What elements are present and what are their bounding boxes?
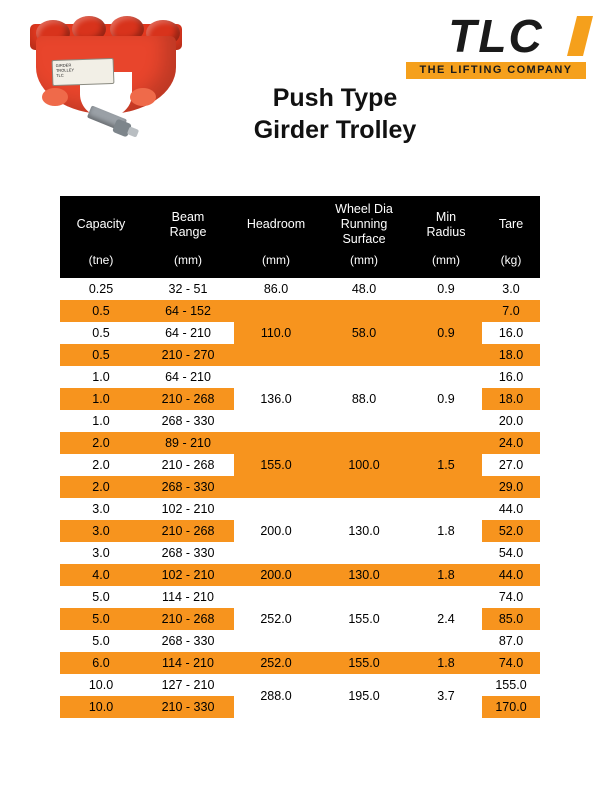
cell-beam-range: 210 - 268 <box>142 608 234 630</box>
cell-min-radius: 1.8 <box>410 498 482 564</box>
table-row <box>60 586 540 608</box>
unit-beam-range: (mm) <box>174 253 202 267</box>
cell-min-radius: 1.8 <box>410 652 482 674</box>
cell-headroom: 155.0 <box>234 432 318 498</box>
cell-beam-range: 268 - 330 <box>142 630 234 652</box>
cell-capacity: 5.0 <box>60 608 142 630</box>
column-header-wheel-dia <box>318 196 410 253</box>
cell-tare: 29.0 <box>482 476 540 498</box>
cell-capacity: 10.0 <box>60 696 142 718</box>
cell-capacity: 4.0 <box>60 564 142 586</box>
cell-min-radius: 3.7 <box>410 674 482 718</box>
cell-min-radius: 2.4 <box>410 586 482 652</box>
cell-capacity: 3.0 <box>60 498 142 520</box>
cell-headroom: 200.0 <box>234 564 318 586</box>
cell-capacity: 2.0 <box>60 476 142 498</box>
cell-min-radius: 1.5 <box>410 432 482 498</box>
cell-capacity: 1.0 <box>60 388 142 410</box>
cell-capacity: 0.5 <box>60 322 142 344</box>
header-label: Running <box>340 217 388 231</box>
cell-headroom: 252.0 <box>234 586 318 652</box>
table-row <box>60 278 540 300</box>
company-logo <box>406 10 586 79</box>
table-units-row <box>60 253 540 278</box>
cell-headroom: 252.0 <box>234 652 318 674</box>
column-header-min-radius <box>410 196 482 253</box>
cell-beam-range: 210 - 268 <box>142 520 234 542</box>
cell-tare: 27.0 <box>482 454 540 476</box>
unit-wheel-dia: (mm) <box>350 253 378 267</box>
cell-beam-range: 210 - 270 <box>142 344 234 366</box>
table-row <box>60 498 540 520</box>
cell-capacity: 2.0 <box>60 432 142 454</box>
cell-beam-range: 210 - 268 <box>142 388 234 410</box>
cell-wheel-dia: 195.0 <box>318 674 410 718</box>
cell-capacity: 3.0 <box>60 520 142 542</box>
trolley-side-boss <box>130 88 156 106</box>
nameplate-line-2: TROLLEY <box>55 67 75 73</box>
cell-headroom: 136.0 <box>234 366 318 432</box>
table-header <box>60 196 540 278</box>
cell-tare: 20.0 <box>482 410 540 432</box>
cell-beam-range: 268 - 330 <box>142 542 234 564</box>
cell-tare: 170.0 <box>482 696 540 718</box>
cell-beam-range: 268 - 330 <box>142 410 234 432</box>
table-header-row <box>60 196 540 253</box>
cell-wheel-dia: 130.0 <box>318 564 410 586</box>
cell-capacity: 1.0 <box>60 366 142 388</box>
cell-beam-range: 210 - 268 <box>142 454 234 476</box>
cell-beam-range: 114 - 210 <box>142 586 234 608</box>
cell-beam-range: 32 - 51 <box>142 278 234 300</box>
cell-tare: 87.0 <box>482 630 540 652</box>
cell-wheel-dia: 58.0 <box>318 300 410 366</box>
table-body <box>60 278 540 718</box>
cell-headroom: 200.0 <box>234 498 318 564</box>
cell-tare: 44.0 <box>482 498 540 520</box>
cell-tare: 85.0 <box>482 608 540 630</box>
cell-min-radius: 0.9 <box>410 278 482 300</box>
nameplate-line-1: GIRDER <box>55 62 72 68</box>
cell-beam-range: 102 - 210 <box>142 564 234 586</box>
cell-min-radius: 0.9 <box>410 366 482 432</box>
cell-tare: 52.0 <box>482 520 540 542</box>
unit-min-radius: (mm) <box>432 253 460 267</box>
cell-beam-range: 127 - 210 <box>142 674 234 696</box>
cell-wheel-dia: 155.0 <box>318 586 410 652</box>
column-header-beam-range <box>142 196 234 253</box>
header-label: Capacity <box>76 217 126 231</box>
header-label: Min <box>435 209 457 224</box>
cell-capacity: 5.0 <box>60 630 142 652</box>
cell-min-radius: 0.9 <box>410 300 482 366</box>
cell-headroom: 86.0 <box>234 278 318 300</box>
logo-tagline: THE LIFTING COMPANY <box>406 62 586 79</box>
cell-tare: 74.0 <box>482 586 540 608</box>
cell-beam-range: 210 - 330 <box>142 696 234 718</box>
column-header-tare <box>482 196 540 253</box>
girder-trolley-illustration <box>18 14 198 164</box>
cell-capacity: 3.0 <box>60 542 142 564</box>
header-label: Radius <box>426 224 466 239</box>
cell-beam-range: 64 - 210 <box>142 322 234 344</box>
trolley-shaft-tip <box>127 126 139 137</box>
cell-capacity: 1.0 <box>60 410 142 432</box>
cell-capacity: 6.0 <box>60 652 142 674</box>
cell-headroom: 110.0 <box>234 300 318 366</box>
trolley-side-boss <box>42 88 68 106</box>
cell-capacity: 2.0 <box>60 454 142 476</box>
cell-wheel-dia: 100.0 <box>318 432 410 498</box>
table-row <box>60 564 540 586</box>
cell-tare: 18.0 <box>482 344 540 366</box>
header-label: Beam <box>171 209 205 224</box>
header-label: Headroom <box>246 217 306 231</box>
cell-tare: 54.0 <box>482 542 540 564</box>
cell-capacity: 10.0 <box>60 674 142 696</box>
cell-tare: 16.0 <box>482 322 540 344</box>
header-label: Tare <box>498 217 524 231</box>
cell-wheel-dia: 130.0 <box>318 498 410 564</box>
header-label: Wheel Dia <box>335 202 393 216</box>
cell-capacity: 0.5 <box>60 344 142 366</box>
page-title-line-2: Girder Trolley <box>253 116 417 144</box>
header-label: Range <box>169 224 207 239</box>
cell-beam-range: 89 - 210 <box>142 432 234 454</box>
page-title <box>205 82 465 146</box>
column-header-capacity <box>60 196 142 253</box>
cell-wheel-dia: 88.0 <box>318 366 410 432</box>
column-header-headroom <box>234 196 318 253</box>
cell-tare: 24.0 <box>482 432 540 454</box>
table-row <box>60 652 540 674</box>
trolley-nameplate <box>52 58 115 86</box>
cell-tare: 155.0 <box>482 674 540 696</box>
table-row <box>60 366 540 388</box>
page-title-line-1: Push Type <box>272 84 398 112</box>
cell-wheel-dia: 155.0 <box>318 652 410 674</box>
cell-tare: 18.0 <box>482 388 540 410</box>
cell-capacity: 0.5 <box>60 300 142 322</box>
cell-tare: 3.0 <box>482 278 540 300</box>
cell-headroom: 288.0 <box>234 674 318 718</box>
cell-tare: 7.0 <box>482 300 540 322</box>
cell-capacity: 5.0 <box>60 586 142 608</box>
cell-wheel-dia: 48.0 <box>318 278 410 300</box>
cell-capacity: 0.25 <box>60 278 142 300</box>
page-header <box>0 0 600 180</box>
cell-tare: 16.0 <box>482 366 540 388</box>
nameplate-line-3: TLC <box>56 72 64 78</box>
cell-beam-range: 64 - 152 <box>142 300 234 322</box>
cell-min-radius: 1.8 <box>410 564 482 586</box>
logo-text: TLC <box>448 10 544 62</box>
product-photo <box>8 8 198 168</box>
cell-beam-range: 268 - 330 <box>142 476 234 498</box>
unit-capacity: (tne) <box>88 253 114 267</box>
cell-tare: 74.0 <box>482 652 540 674</box>
cell-beam-range: 102 - 210 <box>142 498 234 520</box>
unit-headroom: (mm) <box>262 253 290 267</box>
spec-table <box>60 196 540 718</box>
table-row <box>60 432 540 454</box>
cell-tare: 44.0 <box>482 564 540 586</box>
cell-beam-range: 64 - 210 <box>142 366 234 388</box>
table-row <box>60 674 540 696</box>
table-row <box>60 300 540 322</box>
header-label: Surface <box>342 232 386 246</box>
cell-beam-range: 114 - 210 <box>142 652 234 674</box>
unit-tare: (kg) <box>500 253 522 267</box>
specifications-table <box>60 196 540 718</box>
